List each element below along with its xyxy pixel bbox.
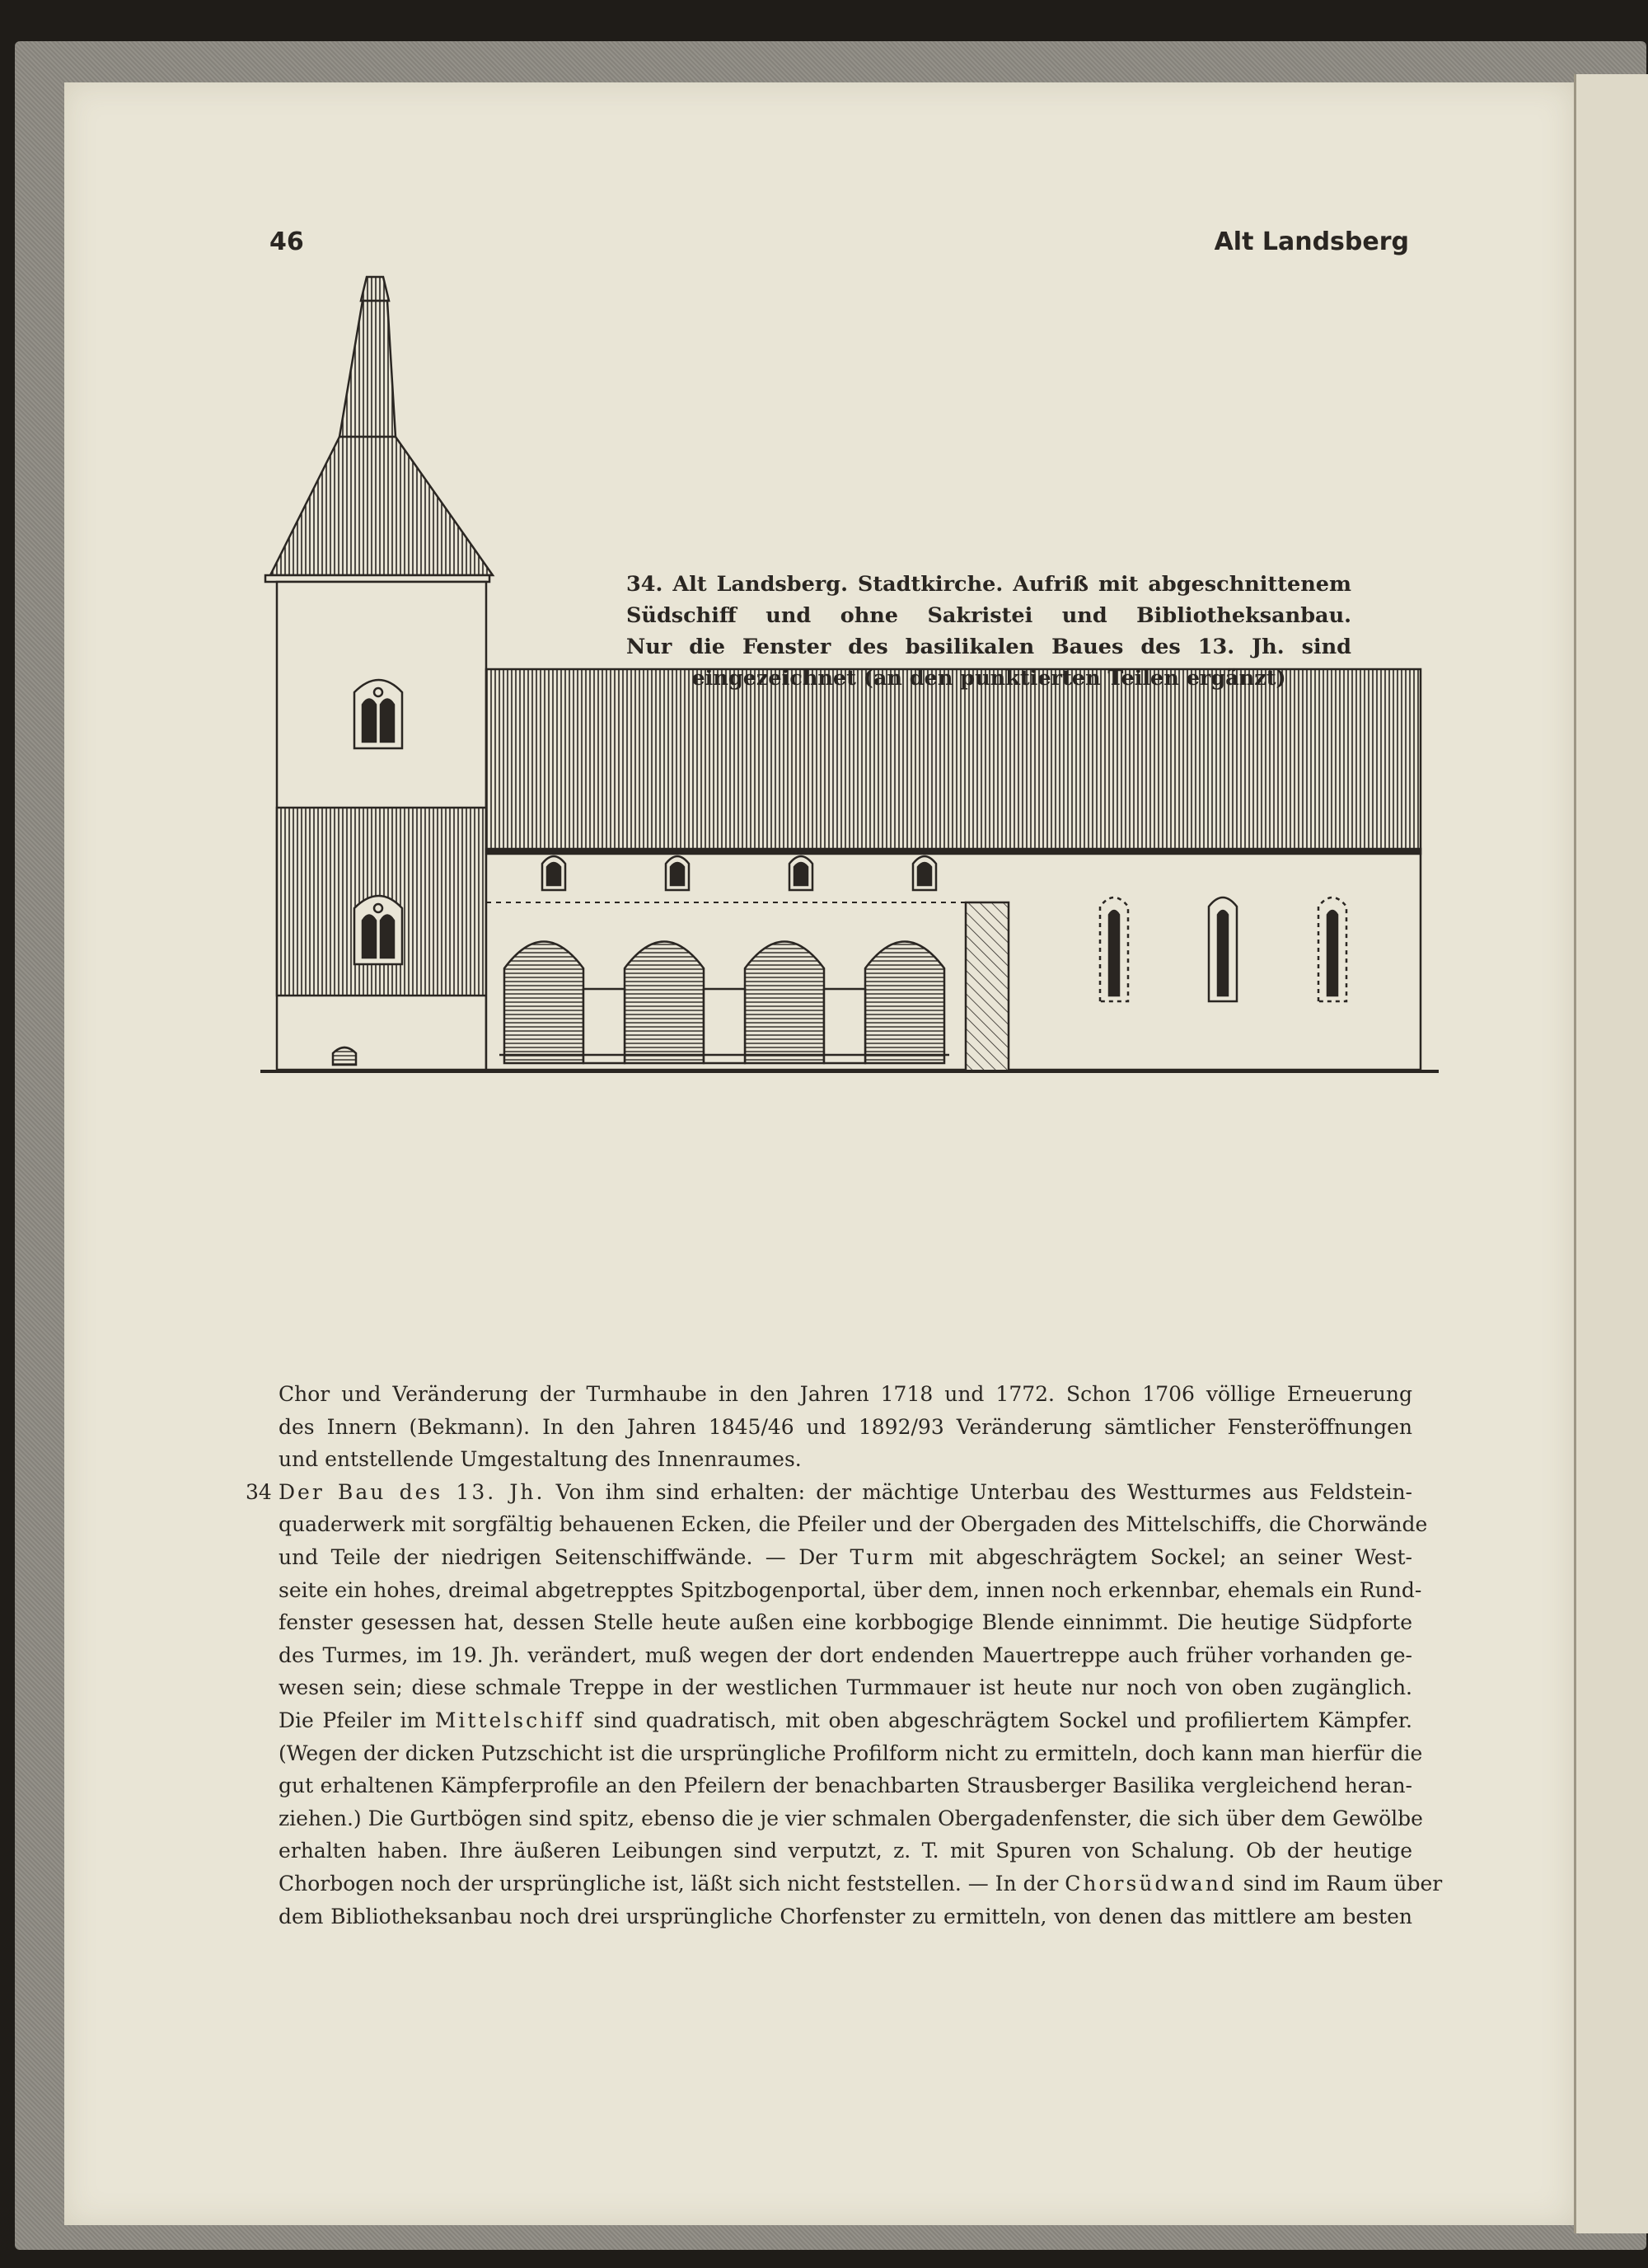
text-line: ziehen.) Die Gurtbögen sind spitz, ebenso die je vier schmalen Obergadenfenster, die sich über dem Gewölbe: [279, 1806, 1423, 1830]
emphasis-term: Mittelschiff: [434, 1708, 585, 1732]
text-line: (Wegen der dicken Putzschicht ist die ursprüngliche Profilform nicht zu ermitteln, doch kann man hierfür die: [279, 1741, 1423, 1765]
spire-finial: [361, 277, 389, 301]
section-heading: Der Bau des 13. Jh.: [279, 1479, 545, 1504]
next-page-edge: [1574, 74, 1648, 2233]
text-line: wesen sein; diese schmale Treppe in der westlichen Turmmauer ist heute nur noch von oben zugänglich.: [279, 1675, 1412, 1700]
cut-wall-hatched: [966, 902, 1009, 1071]
text-line: fenster gesessen hat, dessen Stelle heute außen eine korbbogige Blende einnimmt. Die heutige Südpforte: [279, 1610, 1412, 1635]
emphasis-term: Turm: [850, 1544, 916, 1569]
tower-door: [333, 1047, 356, 1065]
text-line: des Turmes, im 19. Jh. verändert, muß wegen der dort endenden Mauertreppe auch früher vorhanden ge-: [279, 1642, 1412, 1667]
caption-line: Nur die Fenster des basilikalen Baues des 13. Jh. sind: [626, 635, 1351, 659]
text-line: dem Bibliotheksanbau noch drei ursprüngliche Chorfenster zu ermitteln, von denen das mittlere am besten: [279, 1904, 1412, 1928]
spire-lower: [270, 437, 493, 575]
running-title: Alt Landsberg: [1214, 227, 1409, 256]
text-line: Chorbogen noch der ursprüngliche ist, läßt sich nicht feststellen. — In der Chorsüdwand sind im Raum über: [279, 1871, 1443, 1895]
spire-upper: [339, 301, 396, 437]
text-line: Die Pfeiler im Mittelschiff sind quadratisch, mit oben abgeschrägtem Sockel und profiliertem Kämpfer.: [279, 1708, 1413, 1732]
church-elevation-drawing: [247, 264, 1450, 1277]
caption-line: Südschiff und ohne Sakristei und Bibliotheksanbau.: [626, 603, 1351, 628]
text-line: 34 Der Bau des 13. Jh. Von ihm sind erhalten: der mächtige Unterbau des Westturmes aus Feldstein-: [279, 1476, 1412, 1509]
body-text: [246, 1378, 1443, 1933]
caption-line: eingezeichnet (an den punktierten Teilen ergänzt): [691, 666, 1286, 691]
text-line: und entstellende Umgestaltung des Innenraumes.: [279, 1447, 802, 1472]
caption-line: 34. Alt Landsberg. Stadtkirche. Aufriß mit abgeschnittenem: [626, 572, 1351, 597]
text-line: des Innern (Bekmann). In den Jahren 1845/46 und 1892/93 Veränderung sämtlicher Fensteröffnungen: [279, 1414, 1412, 1439]
text-line: seite ein hohes, dreimal abgetrepptes Spitzbogenportal, über dem, innen noch erkennbar, ehemals ein Rund-: [279, 1577, 1422, 1602]
text-line: erhalten haben. Ihre äußeren Leibungen sind verputzt, z. T. mit Spuren von Schalung. Ob der heutige: [279, 1839, 1412, 1863]
text-line: gut erhaltenen Kämpferprofile an den Pfeilern der benachbarten Strausberger Basilika vergleichend heran-: [279, 1774, 1412, 1798]
margin-reference-number: 34: [246, 1479, 272, 1504]
text-line: quaderwerk mit sorgfältig behauenen Ecken, die Pfeiler und der Obergaden des Mittelschiffs, die Chorwände: [279, 1512, 1428, 1537]
figure-caption: [626, 569, 1351, 694]
text-line: und Teile der niedrigen Seitenschiffwände. — Der Turm mit abgeschrägtem Sockel; an seiner West-: [279, 1544, 1412, 1569]
text-line: Chor und Veränderung der Turmhaube in den Jahren 1718 und 1772. Schon 1706 völlige Erneuerung: [279, 1382, 1412, 1406]
nave-roof: [486, 669, 1421, 849]
page-number: 46: [269, 227, 304, 256]
emphasis-term: Chorsüdwand: [1065, 1871, 1237, 1895]
tower-upper-window: [354, 680, 402, 748]
tower-lower-window: [354, 896, 402, 964]
